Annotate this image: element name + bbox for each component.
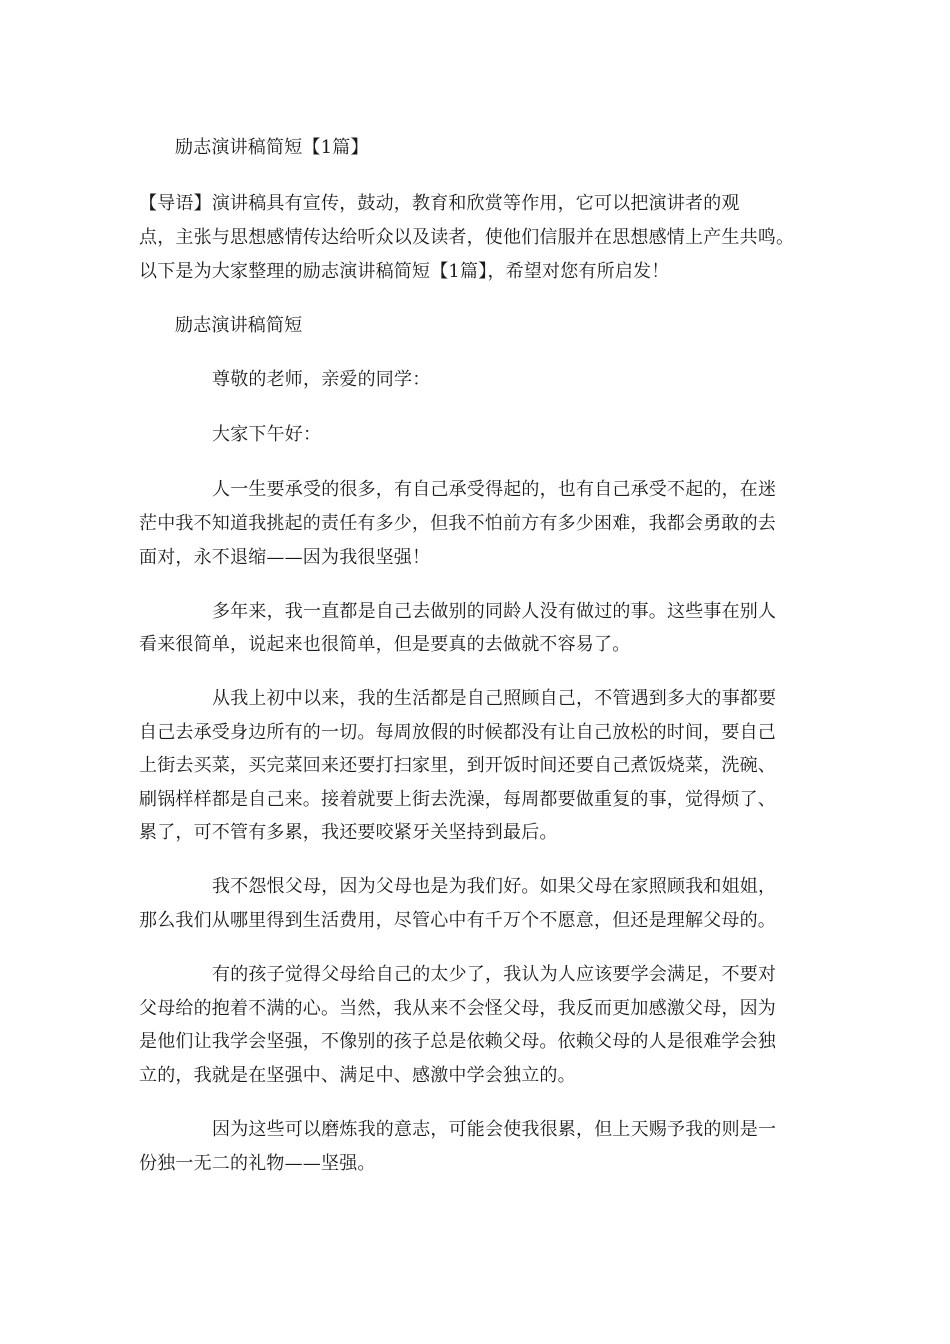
- paragraph-line: 刷锅样样都是自己来。接着就要上街去洗澡，每周都要做重复的事，觉得烦了、: [139, 789, 776, 810]
- paragraph-line: 累了，可不管有多累，我还要咬紧牙关坚持到最后。: [139, 822, 558, 843]
- speech-subtitle: 励志演讲稿简短: [175, 315, 303, 336]
- intro-line: 【导语】演讲稿具有宣传，鼓动，教育和欣赏等作用，它可以把演讲者的观: [139, 193, 740, 214]
- paragraph-line: 从我上初中以来，我的生活都是自己照顾自己，不管遇到多大的事都要: [212, 688, 777, 709]
- paragraph-line: 多年来，我一直都是自己去做别的同龄人没有做过的事。这些事在别人: [212, 601, 777, 622]
- paragraph-line: 看来很简单，说起来也很简单，但是要真的去做就不容易了。: [139, 634, 631, 655]
- paragraph-line: 茫中我不知道我挑起的责任有多少，但我不怕前方有多少困难，我都会勇敢的去: [139, 513, 776, 534]
- paragraph-line: 那么我们从哪里得到生活费用，尽管心中有千万个不愿意，但还是理解父母的。: [139, 910, 776, 931]
- paragraph-line: 上街去买菜，买完菜回来还要打扫家里，到开饭时间还要自己煮饭烧菜，洗碗、: [139, 755, 776, 776]
- paragraph-line: 有的孩子觉得父母给自己的太少了，我认为人应该要学会满足，不要对: [212, 964, 777, 985]
- paragraph-line: 是他们让我学会坚强，不像别的孩子总是依赖父母。依赖父母的人是很难学会独: [139, 1031, 776, 1052]
- paragraph-line: 自己去承受身边所有的一切。每周放假的时候都没有让自己放松的时间，要自己: [139, 722, 776, 743]
- paragraph-line: 人一生要承受的很多，有自己承受得起的，也有自己承受不起的，在迷: [212, 479, 777, 500]
- intro-line: 以下是为大家整理的励志演讲稿简短【1篇】，希望对您有所启发！: [139, 261, 670, 282]
- paragraph-line: 因为这些可以磨炼我的意志，可能会使我很累，但上天赐予我的则是一: [212, 1119, 777, 1140]
- paragraph-line: 面对，永不退缩——因为我很坚强！: [139, 547, 431, 568]
- paragraph-line: 立的，我就是在坚强中、满足中、感激中学会独立的。: [139, 1065, 576, 1086]
- salutation: 尊敬的老师，亲爱的同学：: [212, 369, 431, 390]
- intro-line: 点，主张与思想感情传达给听众以及读者，使他们信服并在思想感情上产生共鸣。: [139, 227, 795, 248]
- paragraph-line: 父母给的抱着不满的心。当然，我从来不会怪父母，我反而更加感激父母，因为: [139, 998, 776, 1019]
- paragraph-line: 我不怨恨父母，因为父母也是为我们好。如果父母在家照顾我和姐姐，: [212, 876, 777, 897]
- paragraph-line: 份独一无二的礼物——坚强。: [139, 1153, 376, 1174]
- document-title: 励志演讲稿简短【1篇】: [175, 137, 369, 158]
- greeting: 大家下午好：: [212, 424, 322, 445]
